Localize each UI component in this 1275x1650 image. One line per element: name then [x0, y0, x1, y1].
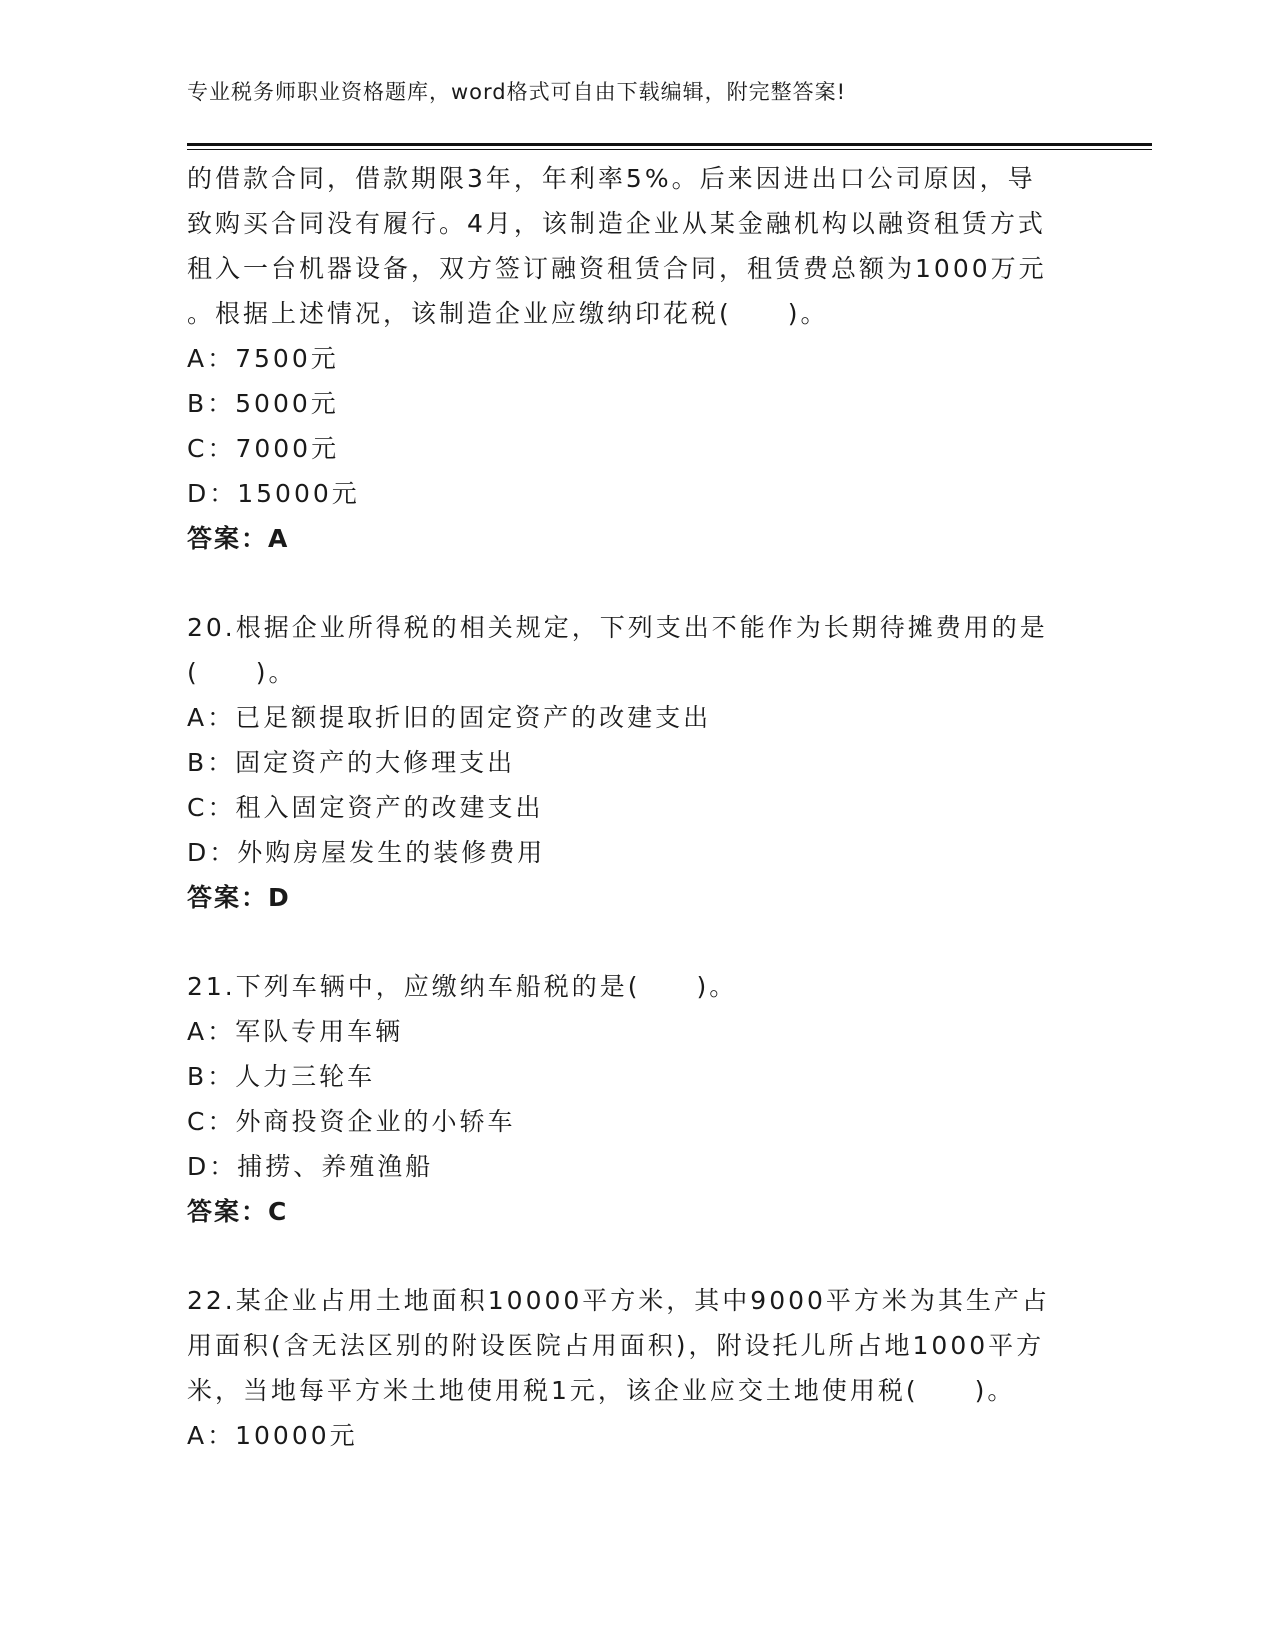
header-rule-thin	[187, 149, 1152, 150]
spacer	[187, 561, 1087, 605]
question-text-line: 。根据上述情况，该制造企业应缴纳印花税( )。	[187, 299, 829, 328]
question-text-line: 的借款合同，借款期限3年，年利率5%。后来因进出口公司原因，导	[187, 164, 1036, 193]
document-body	[187, 156, 1087, 1458]
option-c: C：租入固定资产的改建支出	[187, 793, 544, 822]
question-text-line: 22.某企业占用土地面积10000平方米，其中9000平方米为其生产占	[187, 1286, 1050, 1315]
answer-line: 答案：A	[187, 524, 290, 553]
question-text-line: 20.根据企业所得税的相关规定，下列支出不能作为长期待摊费用的是	[187, 613, 1048, 642]
option-d: D：捕捞、养殖渔船	[187, 1152, 434, 1181]
option-c: C：7000元	[187, 434, 340, 463]
option-c: C：外商投资企业的小轿车	[187, 1107, 516, 1136]
question-21	[187, 964, 1087, 1234]
question-text-line: ( )。	[187, 658, 297, 687]
header-rule-thick	[187, 143, 1152, 146]
option-b: B：固定资产的大修理支出	[187, 748, 516, 777]
option-a: A：军队专用车辆	[187, 1017, 404, 1046]
question-text-line: 21.下列车辆中，应缴纳车船税的是( )。	[187, 972, 738, 1001]
option-a: A：7500元	[187, 344, 339, 373]
page-header: 专业税务师职业资格题库，word格式可自由下载编辑，附完整答案!	[187, 80, 847, 104]
option-d: D：外购房屋发生的装修费用	[187, 838, 546, 867]
question-text-line: 用面积(含无法区别的附设医院占用面积)，附设托儿所占地1000平方	[187, 1331, 1045, 1360]
answer-line: 答案：C	[187, 1197, 289, 1226]
option-a: A：10000元	[187, 1421, 358, 1450]
option-b: B：人力三轮车	[187, 1062, 376, 1091]
question-19-continued	[187, 156, 1087, 561]
option-d: D：15000元	[187, 479, 360, 508]
question-text-line: 租入一台机器设备，双方签订融资租赁合同，租赁费总额为1000万元	[187, 254, 1047, 283]
question-22	[187, 1278, 1087, 1458]
spacer	[187, 920, 1087, 964]
question-20	[187, 605, 1087, 920]
question-text-line: 米，当地每平方米土地使用税1元，该企业应交土地使用税( )。	[187, 1376, 1016, 1405]
option-b: B：5000元	[187, 389, 339, 418]
question-text-line: 致购买合同没有履行。4月，该制造企业从某金融机构以融资租赁方式	[187, 209, 1046, 238]
answer-line: 答案：D	[187, 883, 291, 912]
option-a: A：已足额提取折旧的固定资产的改建支出	[187, 703, 712, 732]
spacer	[187, 1234, 1087, 1278]
